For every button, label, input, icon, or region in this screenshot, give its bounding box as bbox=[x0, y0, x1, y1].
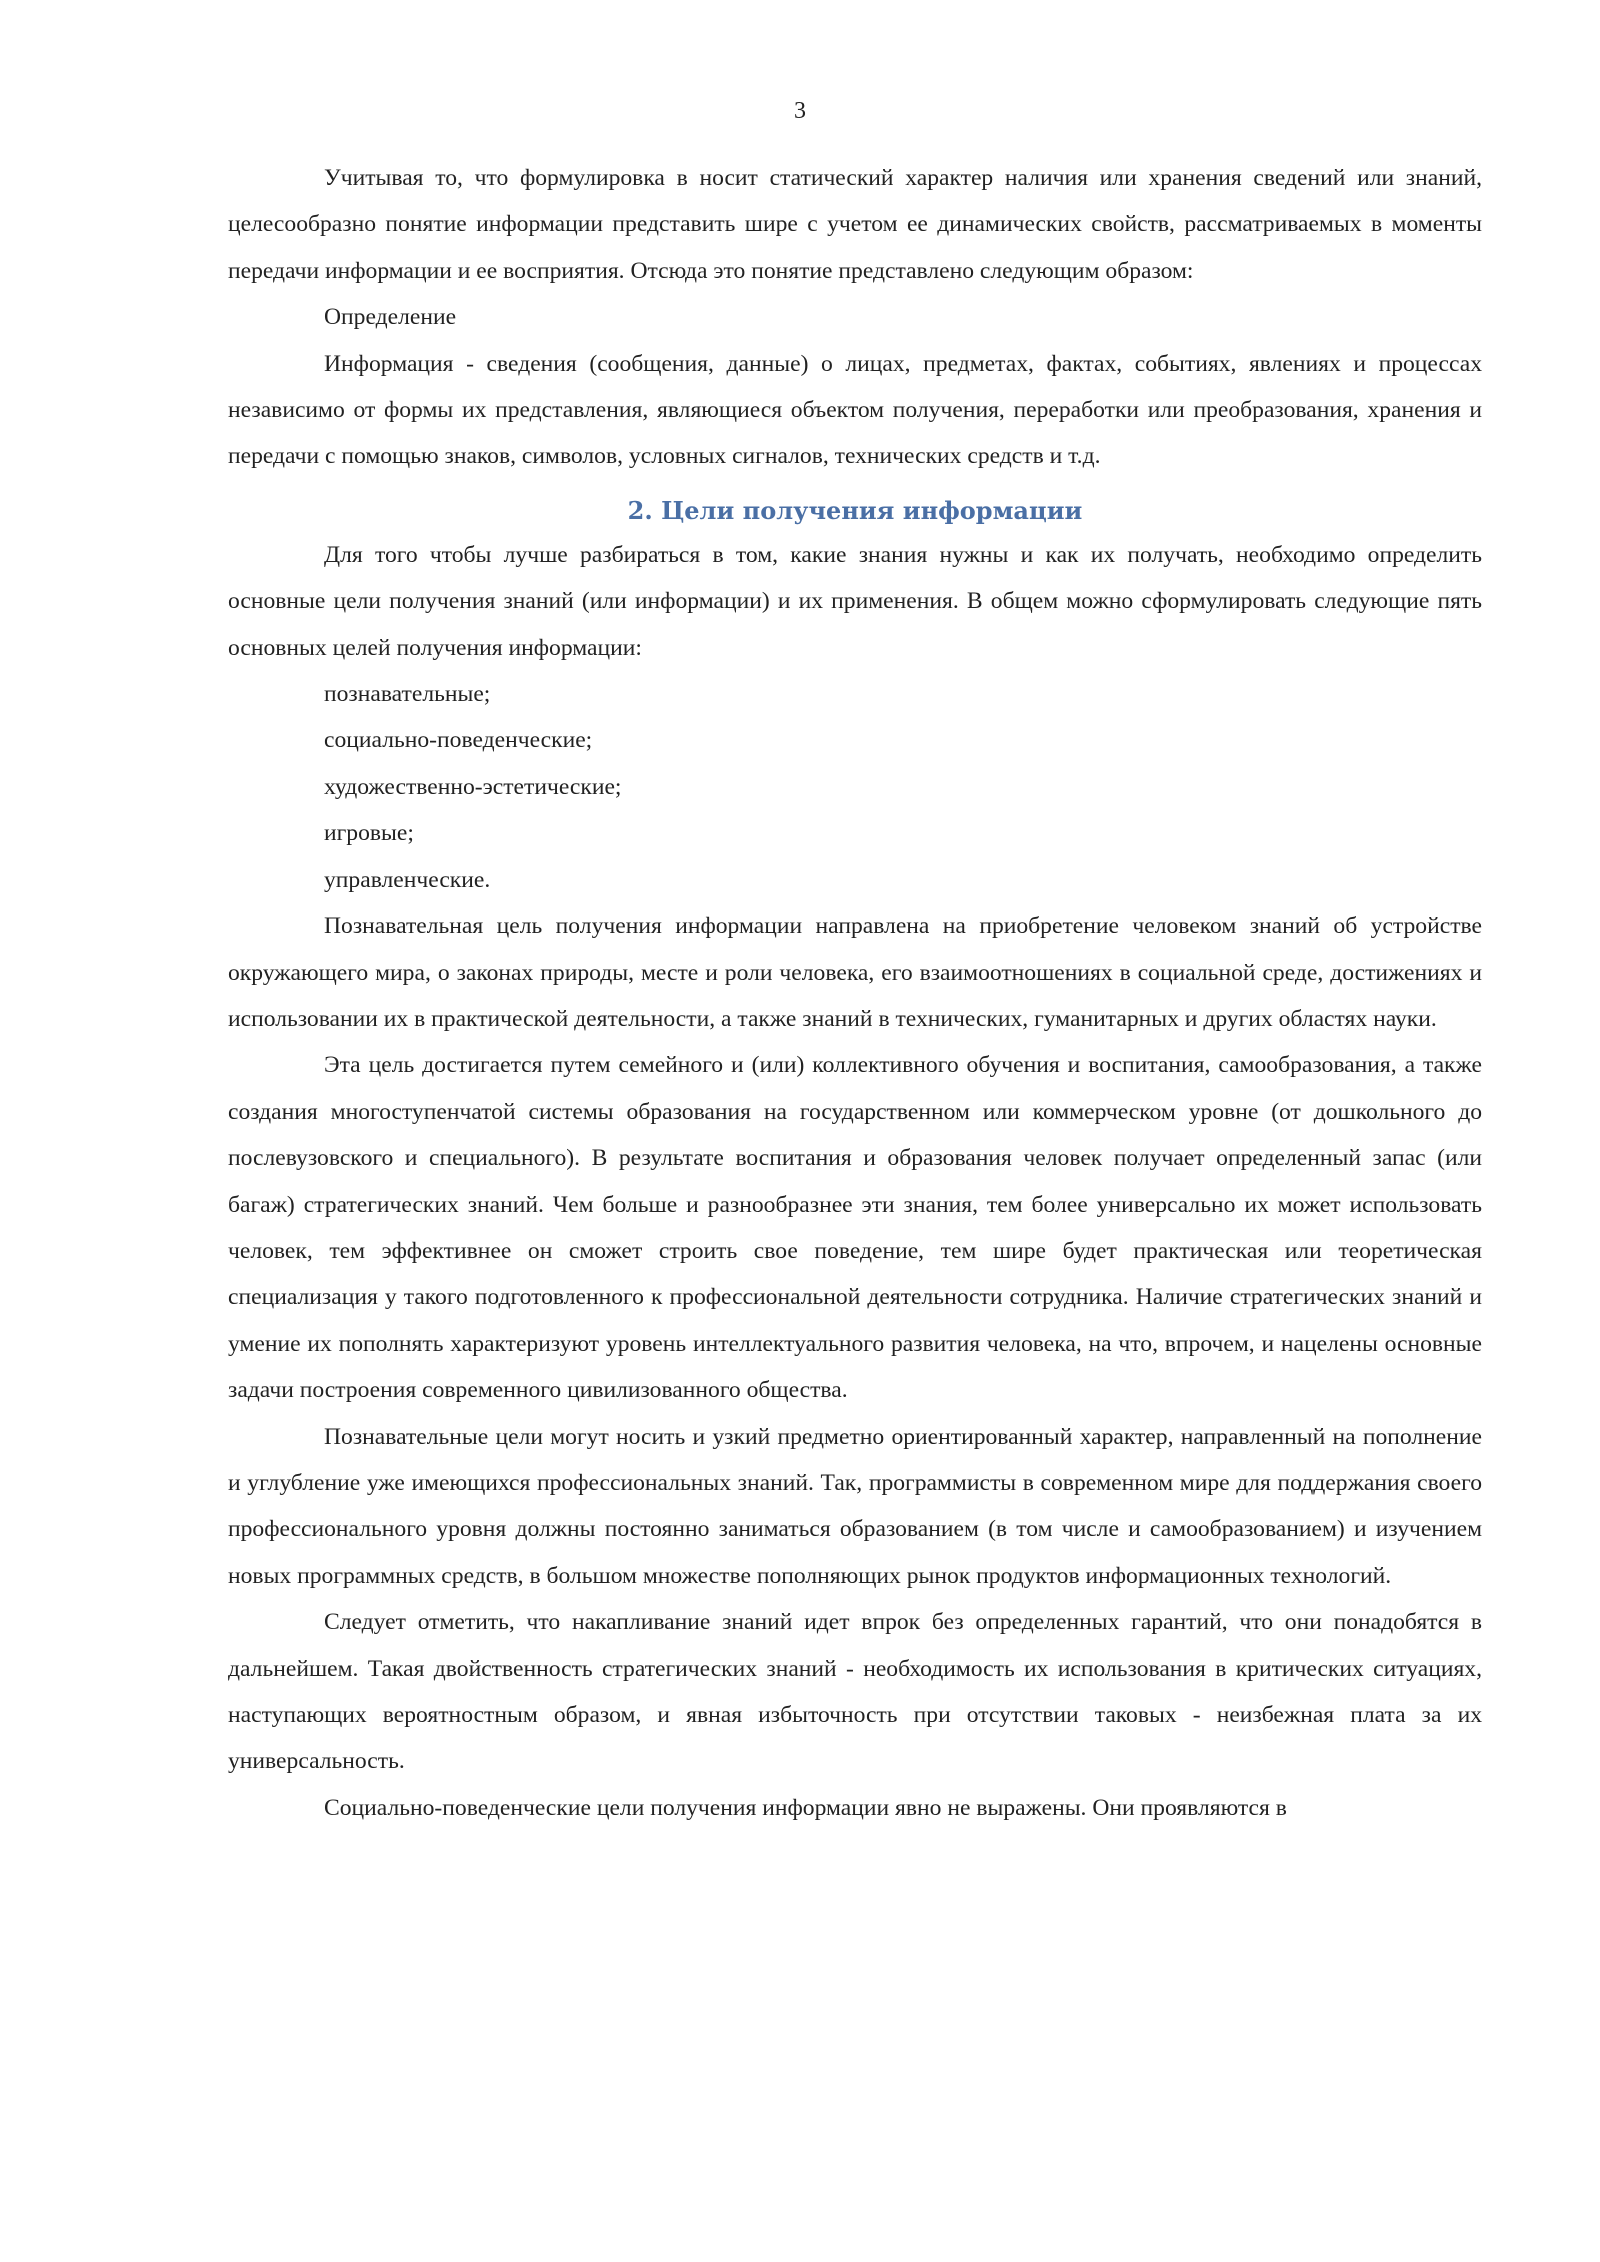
definition-text: Информация - сведения (сообщения, данные) о лицах, предметах, фактах, событиях, явлениях и процессах независимо от формы их представления, являющиеся объектом получения, переработки или преобразования, хранения и передачи с помощью знаков, символов, условных сигналов, технических средств и т.д. bbox=[228, 350, 1482, 470]
list-item: социально-поведенческие; bbox=[324, 727, 593, 754]
list-item: управленческие. bbox=[324, 866, 491, 893]
paragraph-knowledge-duality: Следует отметить, что накапливание знаний идет впрок без определенных гарантий, что они понадобятся в дальнейшем. Такая двойственность стратегических знаний - необходимость их использования в критических ситуациях, наступающих вероятностным образом, и явная избыточность при отсутствии таковых - неизбежная плата за их универсальность. bbox=[228, 1609, 1482, 1775]
list-item: игровые; bbox=[324, 820, 414, 847]
paragraph-education: Эта цель достигается путем семейного и (или) коллективного обучения и воспитания, самообразования, а также создания многоступенчатой системы образования на государственном или коммерческом уровне (от дошкольного до послевузовского и специального). В результате воспитания и образования человек получает определенный запас (или багаж) стратегических знаний. Чем больше и разнообразнее эти знания, тем более универсально их может использовать человек, тем эффективнее он сможет строить свое поведение, тем шире будет практическая или теоретическая специализация у такого подготовленного к профессиональной деятельности сотрудника. Наличие стратегических знаний и умение их пополнять характеризуют уровень интеллектуального развития человека, на что, впрочем, и нацелены основные задачи построения современного цивилизованного общества. bbox=[228, 1052, 1482, 1404]
page-content bbox=[228, 155, 1482, 1831]
paragraph-narrow-goals: Познавательные цели могут носить и узкий предметно ориентированный характер, направленный на пополнение и углубление уже имеющихся профессиональных знаний. Так, программисты в современном мире для поддержания своего профессионального уровня должны постоянно заниматься образованием (в том числе и самообразованием) и изучением новых программных средств, в большом множестве пополняющих рынок продуктов информационных технологий. bbox=[228, 1423, 1482, 1589]
paragraph-information-concept: Учитывая то, что формулировка в носит статический характер наличия или хранения сведений или знаний, целесообразно понятие информации представить шире с учетом ее динамических свойств, рассматриваемых в моменты передачи информации и ее восприятия. Отсюда это понятие представлено следующим образом: bbox=[228, 165, 1482, 284]
goals-list bbox=[228, 671, 1482, 903]
list-item: познавательные; bbox=[324, 681, 491, 708]
list-item: художественно-эстетические; bbox=[324, 773, 622, 800]
paragraph-social-goals: Социально-поведенческие цели получения информации явно не выражены. Они проявляются в bbox=[324, 1794, 1287, 1821]
section-heading: 2. Цели получения информации bbox=[627, 495, 1083, 525]
paragraph-goals-intro: Для того чтобы лучше разбираться в том, какие знания нужны и как их получать, необходимо определить основные цели получения знаний (или информации) и их применения. В общем можно сформулировать следующие пять основных целей получения информации: bbox=[228, 541, 1482, 661]
page-number: 3 bbox=[794, 98, 806, 124]
paragraph-cognitive-goal: Познавательная цель получения информации направлена на приобретение человеком знаний об устройстве окружающего мира, о законах природы, месте и роли человека, его взаимоотношениях в социальной среде, достижениях и использовании их в практической деятельности, а также знаний в технических, гуманитарных и других областях науки. bbox=[228, 913, 1482, 1032]
definition-label: Определение bbox=[324, 304, 457, 331]
